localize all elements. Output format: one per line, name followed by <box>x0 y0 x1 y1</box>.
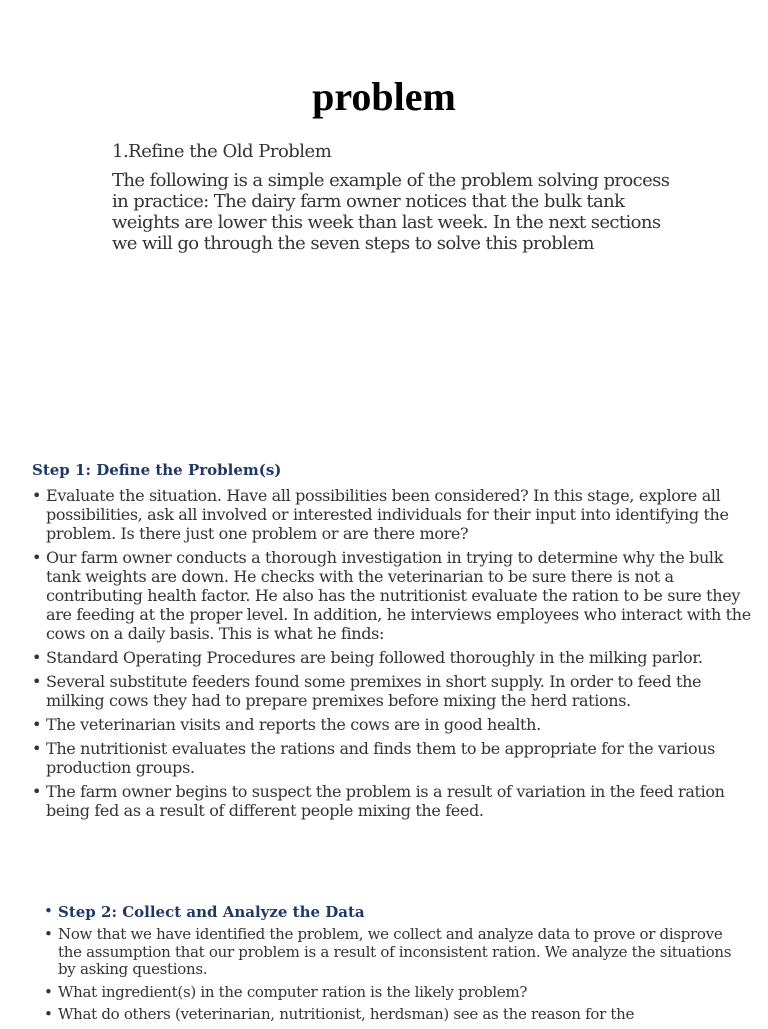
list-item <box>44 1005 748 1024</box>
bullet-icon: • <box>44 1005 53 1023</box>
list-item <box>32 782 758 820</box>
bullet-icon: • <box>32 648 42 667</box>
step1-heading: Step 1: Define the Problem(s) <box>32 461 282 479</box>
list-item <box>32 486 758 543</box>
list-item-text: What ingredient(s) in the computer ration is the likely problem? <box>58 982 528 1001</box>
bullet-icon: • <box>32 739 42 758</box>
list-item-text: What do others (veterinarian, nutritionist, herdsman) see as the reason for the <box>58 1005 635 1023</box>
list-item <box>44 925 748 979</box>
list-item-text: Evaluate the situation. Have all possibilities been considered? In this stage, explore all possibilities, ask all involved or interested individuals for their input into identifying the problem. Is there just one problem or are there more? <box>46 486 729 543</box>
list-item-text: Our farm owner conducts a thorough investigation in trying to determine why the bulk tank weights are down. He checks with the veterinarian to be sure there is not a contributing health factor. He also has the nutritionist evaluate the ration to be sure they are feeding at the proper level. In addition, he interviews employees who interact with the cows on a daily basis. This is what he finds: <box>46 548 751 643</box>
bullet-icon: • <box>32 548 42 567</box>
intro-paragraph: The following is a simple example of the problem solving process in practice: The dairy farm owner notices that the bulk tank weights are lower this week than last week. In the next sections we will go through the seven steps to solve this problem <box>112 170 670 254</box>
list-item-text: Standard Operating Procedures are being followed thoroughly in the milking parlor. <box>46 648 703 667</box>
list-item <box>32 672 758 710</box>
list-item-text: Now that we have identified the problem, we collect and analyze data to prove or disprove the assumption that our problem is a result of inconsistent ration. We analyze the situations by asking questions. <box>58 925 732 978</box>
intro-heading: 1.Refine the Old Problem <box>112 141 332 162</box>
list-item-text: The farm owner begins to suspect the problem is a result of variation in the feed ration being fed as a result of different people mixing the feed. <box>46 782 725 820</box>
step2-heading: Step 2: Collect and Analyze the Data <box>58 903 365 921</box>
page-title: problem <box>312 74 456 119</box>
step1-bullet-list <box>32 486 758 825</box>
bullet-icon: • <box>44 982 53 1001</box>
list-item-text: The nutritionist evaluates the rations and finds them to be appropriate for the various production groups. <box>46 739 716 777</box>
bullet-icon: • <box>32 486 42 505</box>
bullet-icon: • <box>32 715 42 734</box>
list-item-text: Several substitute feeders found some premixes in short supply. In order to feed the milking cows they had to prepare premixes before mixing the herd rations. <box>46 672 702 710</box>
bullet-icon: • <box>44 925 53 943</box>
list-item <box>32 648 758 667</box>
list-item <box>32 715 758 734</box>
step2-bullet-list <box>44 925 748 1029</box>
list-item <box>44 982 748 1002</box>
list-item <box>32 739 758 777</box>
list-item-text: The veterinarian visits and reports the cows are in good health. <box>46 715 541 734</box>
list-item <box>32 548 758 643</box>
bullet-icon: • <box>44 902 53 920</box>
bullet-icon: • <box>32 782 42 801</box>
bullet-icon: • <box>32 672 42 691</box>
